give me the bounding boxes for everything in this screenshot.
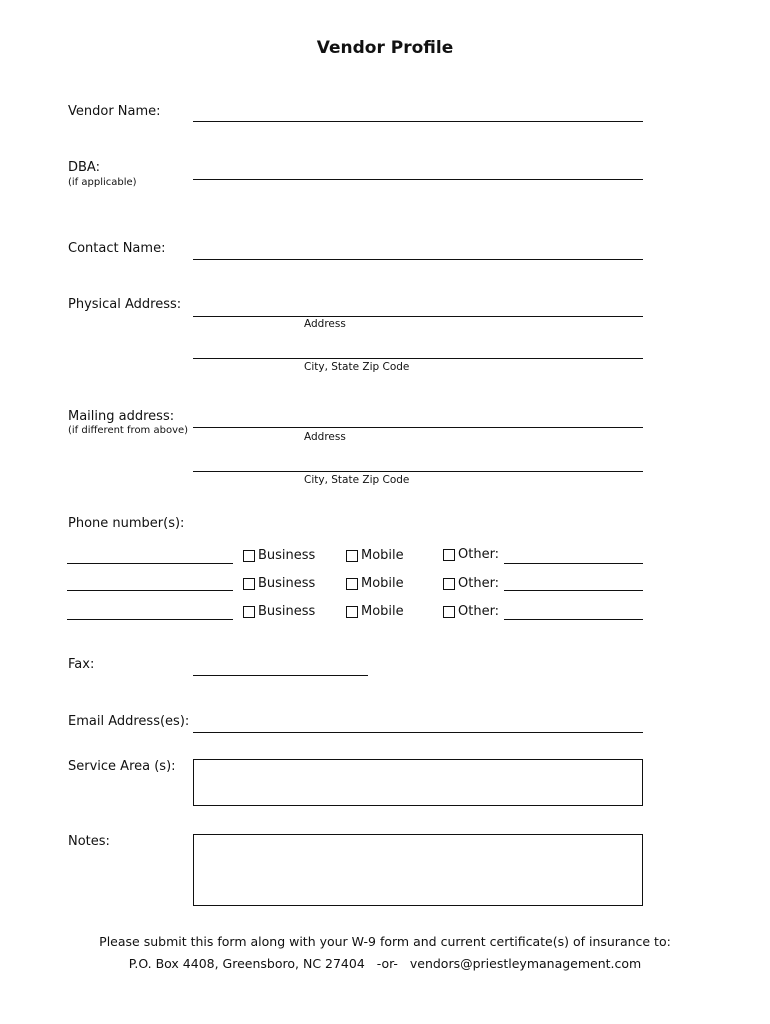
other-field[interactable] [504,590,643,591]
mobile-label: Mobile [361,548,404,563]
physical-city-hint: City, State Zip Code [304,361,410,373]
mailing-address-note: (if different from above) [68,425,189,436]
mobile-checkbox[interactable] [346,550,358,562]
fax-label: Fax: [68,657,95,672]
mailing-address-label: Mailing address: [68,409,175,424]
business-checkbox[interactable] [243,550,255,562]
mobile-label: Mobile [361,576,404,591]
phone-number-field[interactable] [67,619,233,620]
business-option [243,548,315,563]
other-field[interactable] [504,563,643,564]
business-label: Business [258,576,316,591]
business-checkbox[interactable] [243,606,255,618]
footer-contact: P.O. Box 4408, Greensboro, NC 27404 -or- vendors@priestleymanagement.com [128,956,642,971]
dba-field[interactable] [193,179,643,180]
business-label: Business [258,548,316,563]
vendor-name-field[interactable] [193,121,643,122]
mobile-checkbox[interactable] [346,578,358,590]
other-checkbox[interactable] [443,606,455,618]
service-area-label: Service Area (s): [68,759,176,774]
other-field[interactable] [504,619,643,620]
contact-name-label: Contact Name: [68,241,166,256]
mobile-checkbox[interactable] [346,606,358,618]
dba-label: DBA: [68,160,100,175]
email-field[interactable] [193,732,643,733]
other-option [443,604,499,619]
service-area-box[interactable] [193,759,643,806]
contact-name-field[interactable] [193,259,643,260]
other-option [443,576,499,591]
mailing-address-hint: Address [304,431,346,443]
physical-address-label: Physical Address: [68,297,182,312]
business-label: Business [258,604,316,619]
mailing-city-field[interactable] [193,471,643,472]
mailing-city-hint: City, State Zip Code [304,474,410,486]
notes-box[interactable] [193,834,643,906]
notes-label: Notes: [68,834,110,849]
phone-numbers-label: Phone number(s): [68,516,185,531]
mobile-option [346,576,404,591]
phone-number-field[interactable] [67,590,233,591]
business-checkbox[interactable] [243,578,255,590]
other-option [443,547,499,562]
mailing-address-field[interactable] [193,427,643,428]
physical-address-hint: Address [304,318,346,330]
business-option [243,604,315,619]
email-label: Email Address(es): [68,714,190,729]
other-checkbox[interactable] [443,549,455,561]
mobile-option [346,548,404,563]
vendor-name-label: Vendor Name: [68,104,161,119]
physical-address-field[interactable] [193,316,643,317]
phone-number-field[interactable] [67,563,233,564]
dba-note: (if applicable) [68,177,137,188]
mobile-option [346,604,404,619]
business-option [243,576,315,591]
physical-city-field[interactable] [193,358,643,359]
footer-instructions: Please submit this form along with your W-9 form and current certificate(s) of insurance to: [99,934,671,949]
mobile-label: Mobile [361,604,404,619]
other-label: Other: [458,576,500,591]
fax-field[interactable] [193,675,368,676]
other-label: Other: [458,604,500,619]
page-title: Vendor Profile [316,38,454,58]
other-checkbox[interactable] [443,578,455,590]
other-label: Other: [458,547,500,562]
